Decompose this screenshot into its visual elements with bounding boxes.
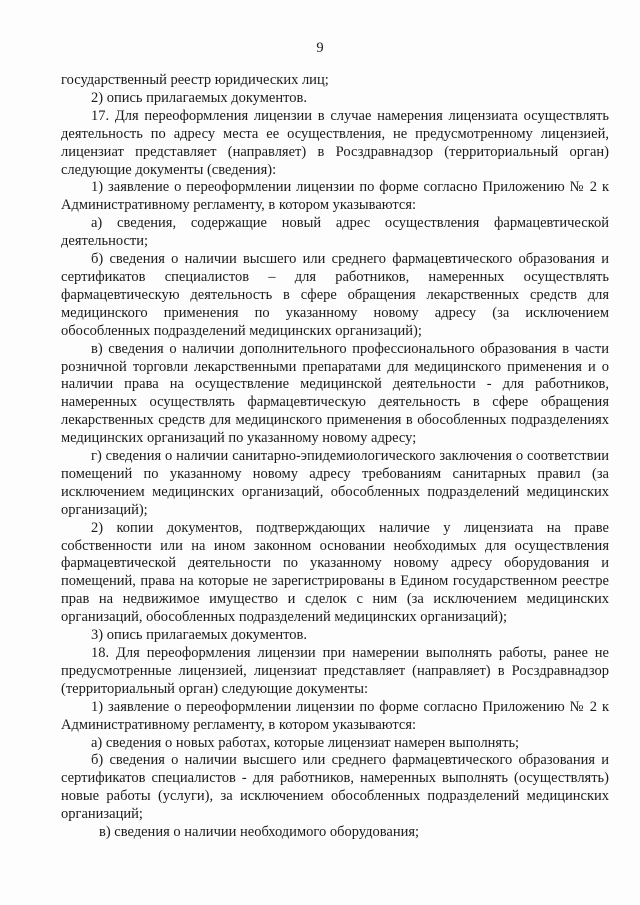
paragraph-17-application: 1) заявление о переоформлении лицензии по форме согласно Приложению № 2 к Административному регламенту, в котором указываются:	[61, 179, 609, 214]
paragraph-18-item-b: б) сведения о наличии высшего или среднего фармацевтического образования и сертификатов специалистов - для работников, намеренных выполнять (осуществлять) новые работы (услуги), за исключением обособленных подразделений медицинских организаций;	[61, 752, 609, 823]
paragraph-17-item-b: б) сведения о наличии высшего или среднего фармацевтического образования и сертификатов специалистов – для работников, намеренных осуществлять фармацевтическую деятельность в сфере обращения лекарственных средств для медицинского применения по указанному новому адресу (за исключением обособленных подразделений медицинских организаций);	[61, 251, 609, 339]
page-number: 9	[316, 40, 324, 56]
paragraph-18-item-a: а) сведения о новых работах, которые лицензиат намерен выполнять;	[91, 734, 520, 751]
paragraph-17-inventory: 3) опись прилагаемых документов.	[91, 627, 307, 644]
paragraph-18-item-v: в) сведения о наличии необходимого оборудования;	[99, 824, 420, 841]
paragraph-registry-continuation: государственный реестр юридических лиц;	[61, 72, 329, 88]
paragraph-17-copies: 2) копии документов, подтверждающих наличие у лицензиата на праве собственности или на ином законном основании необходимых для осуществления фармацевтической деятельности по указанному новому адресу оборудования и помещений, права на которые не зарегистрированы в Едином государственном реестре прав на недвижимое имущество и сделок с ним (за исключением медицинских организаций, обособленных подразделений медицинских организаций);	[61, 519, 609, 626]
paragraph-document-inventory: 2) опись прилагаемых документов.	[91, 89, 307, 106]
document-body	[61, 72, 609, 842]
paragraph-18-application: 1) заявление о переоформлении лицензии по форме согласно Приложению № 2 к Административному регламенту, в котором указываются:	[61, 698, 609, 733]
paragraph-17-item-a: а) сведения, содержащие новый адрес осуществления фармацевтической деятельности;	[61, 215, 609, 250]
paragraph-clause-17: 17. Для переоформления лицензии в случае намерения лицензиата осуществлять деятельность по адресу места ее осуществления, не предусмотренному лицензией, лицензиат представляет (направляет) в Росздравнадзор (территориальный орган) следующие документы (сведения):	[61, 107, 609, 178]
paragraph-17-item-g: г) сведения о наличии санитарно-эпидемиологического заключения о соответствии помещений по указанному новому адресу требованиям санитарных правил (за исключением медицинских организаций, обособленных подразделений медицинских организаций);	[61, 448, 609, 518]
paragraph-clause-18: 18. Для переоформления лицензии при намерении выполнять работы, ранее не предусмотренные лицензией, лицензиат представляет (направляет) в Росздравнадзор (территориальный орган) следующие документы:	[61, 645, 609, 697]
paragraph-17-item-v: в) сведения о наличии дополнительного профессионального образования в части розничной торговли лекарственными препаратами для медицинского применения и о наличии права на осуществление медицинской деятельности - для работников, намеренных осуществлять фармацевтическую деятельность в сфере обращения лекарственных средств для медицинского применения в обособленных подразделениях медицинских организаций по указанному новому адресу;	[61, 340, 609, 447]
